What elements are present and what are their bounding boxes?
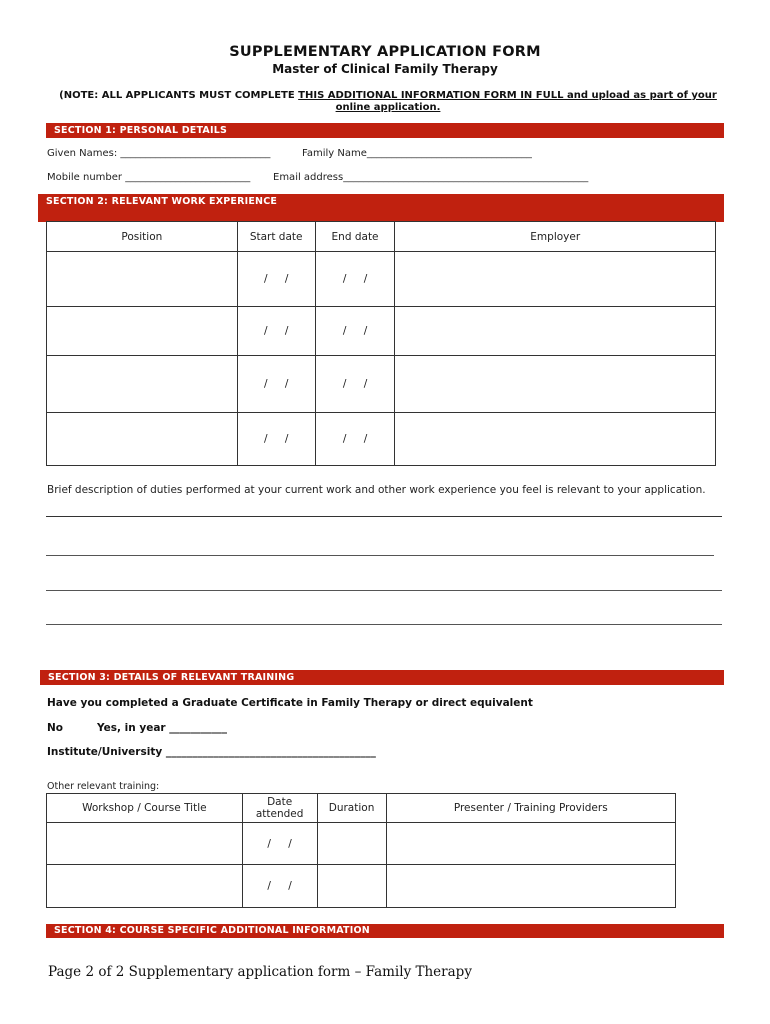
employer-cell[interactable] <box>395 356 716 413</box>
note-underlined: THIS ADDITIONAL INFORMATION FORM IN FULL and upload as part of your online application. <box>298 90 717 113</box>
no-option[interactable]: No <box>47 722 64 734</box>
note-prefix: (NOTE: ALL APPLICANTS MUST COMPLETE <box>59 90 299 101</box>
start-date-cell[interactable]: / / <box>237 307 315 356</box>
section-1-heading: SECTION 1: PERSONAL DETAILS <box>46 123 724 138</box>
end-date-cell[interactable]: / / <box>315 252 395 307</box>
description-line[interactable] <box>46 555 714 556</box>
section-3-heading: SECTION 3: DETAILS OF RELEVANT TRAINING <box>40 670 724 685</box>
start-date-cell[interactable]: / / <box>237 356 315 413</box>
work-experience-table <box>46 221 716 466</box>
column-header-employer: Employer <box>395 222 716 252</box>
end-date-cell[interactable]: / / <box>315 307 395 356</box>
instruction-note <box>58 90 718 114</box>
start-date-cell[interactable]: / / <box>237 252 315 307</box>
form-title: SUPPLEMENTARY APPLICATION FORM <box>229 44 541 60</box>
description-line[interactable] <box>46 624 722 625</box>
description-line[interactable] <box>46 516 722 517</box>
start-date-cell[interactable]: / / <box>237 413 315 466</box>
page-footer: Page 2 of 2 Supplementary application form – Family Therapy <box>48 964 472 980</box>
table-row <box>47 252 716 307</box>
presenter-cell[interactable] <box>386 823 675 865</box>
column-header-end-date: End date <box>315 222 395 252</box>
email-address-field[interactable]: Email address_________________________________________________ <box>273 172 589 183</box>
end-date-cell[interactable]: / / <box>315 356 395 413</box>
table-header-row <box>47 794 676 823</box>
date-attended-cell[interactable]: / / <box>242 823 317 865</box>
duration-cell[interactable] <box>317 865 386 908</box>
description-line[interactable] <box>46 590 722 591</box>
given-names-field[interactable]: Given Names: ______________________________ <box>47 148 271 159</box>
table-row <box>47 823 676 865</box>
employer-cell[interactable] <box>395 307 716 356</box>
column-header-date-attended: Date attended <box>242 794 317 823</box>
mobile-number-field[interactable]: Mobile number _________________________ <box>47 172 251 183</box>
presenter-cell[interactable] <box>386 865 675 908</box>
employer-cell[interactable] <box>395 413 716 466</box>
column-header-presenter: Presenter / Training Providers <box>386 794 675 823</box>
position-cell[interactable] <box>47 356 238 413</box>
training-table <box>46 793 676 908</box>
duration-cell[interactable] <box>317 823 386 865</box>
end-date-cell[interactable]: / / <box>315 413 395 466</box>
form-subtitle: Master of Clinical Family Therapy <box>272 62 498 76</box>
position-cell[interactable] <box>47 413 238 466</box>
column-header-course-title: Workshop / Course Title <box>47 794 243 823</box>
section-4-heading: SECTION 4: COURSE SPECIFIC ADDITIONAL INFORMATION <box>46 924 724 938</box>
graduate-certificate-question: Have you completed a Graduate Certificate in Family Therapy or direct equivalent <box>47 697 533 709</box>
duties-description-label: Brief description of duties performed at your current work and other work experience you feel is relevant to your application. <box>47 484 706 496</box>
table-row <box>47 413 716 466</box>
institute-university-field[interactable]: Institute/University ________________________________________ <box>47 746 376 758</box>
column-header-position: Position <box>47 222 238 252</box>
table-row <box>47 865 676 908</box>
section-2-heading: SECTION 2: RELEVANT WORK EXPERIENCE <box>38 194 724 222</box>
family-name-field[interactable]: Family Name_________________________________ <box>302 148 532 159</box>
table-row <box>47 307 716 356</box>
yes-option[interactable]: Yes, in year ___________ <box>97 722 228 734</box>
course-title-cell[interactable] <box>47 865 243 908</box>
column-header-start-date: Start date <box>237 222 315 252</box>
other-training-label: Other relevant training: <box>47 781 160 792</box>
date-attended-cell[interactable]: / / <box>242 865 317 908</box>
course-title-cell[interactable] <box>47 823 243 865</box>
column-header-duration: Duration <box>317 794 386 823</box>
position-cell[interactable] <box>47 307 238 356</box>
table-row <box>47 356 716 413</box>
position-cell[interactable] <box>47 252 238 307</box>
table-header-row <box>47 222 716 252</box>
employer-cell[interactable] <box>395 252 716 307</box>
